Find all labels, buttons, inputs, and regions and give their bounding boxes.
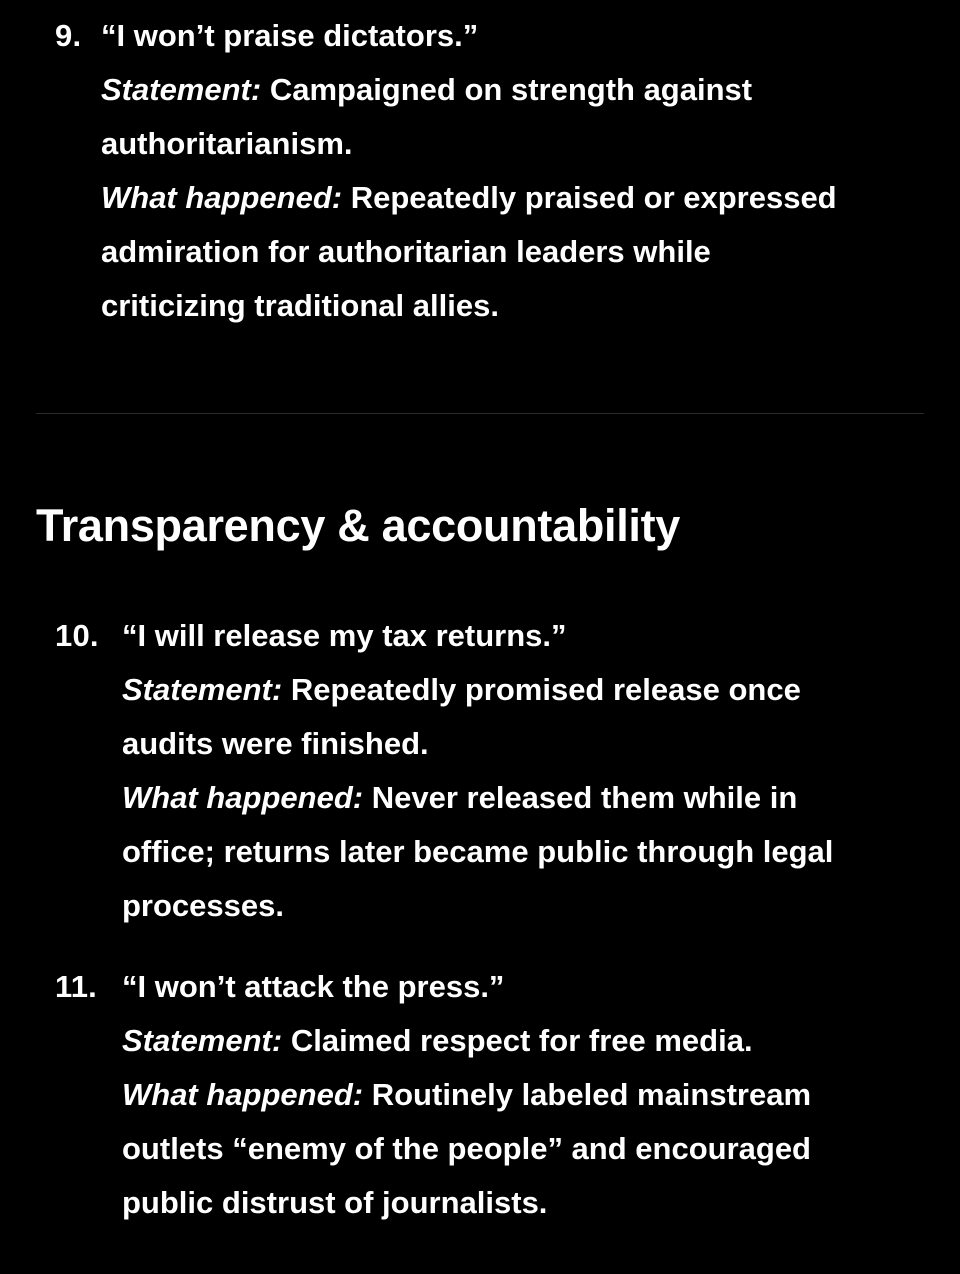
happened-line (122, 771, 833, 825)
statement-line (101, 63, 837, 117)
happened-label: What happened: (101, 180, 343, 215)
happened-text: Never released them while in (371, 780, 798, 815)
item-number: 10. (55, 618, 99, 653)
item-body (122, 609, 833, 933)
item-quote: “I won’t attack the press.” (122, 969, 505, 1004)
happened-line (122, 1068, 811, 1122)
statement-label: Statement: (122, 672, 283, 707)
item-body (101, 9, 837, 333)
item-quote: “I won’t praise dictators.” (101, 18, 479, 53)
statement-text-cont: authoritarianism. (101, 126, 353, 161)
happened-text-cont: admiration for authoritarian leaders while (101, 234, 711, 269)
statement-text: Claimed respect for free media. (290, 1023, 753, 1058)
statement-text: Repeatedly promised release once (290, 672, 801, 707)
statement-text-cont: audits were finished. (122, 726, 429, 761)
item-body (122, 960, 811, 1230)
item-number: 11. (55, 969, 97, 1004)
item-number: 9. (55, 18, 82, 53)
statement-line (122, 663, 833, 717)
happened-label: What happened: (122, 780, 364, 815)
section-heading: Transparency & accountability (36, 500, 681, 551)
statement-label: Statement: (101, 72, 262, 107)
happened-text: Repeatedly praised or expressed (350, 180, 837, 215)
item-quote: “I will release my tax returns.” (122, 618, 567, 653)
happened-line (101, 171, 837, 225)
statement-line (122, 1014, 811, 1068)
happened-text-cont: criticizing traditional allies. (101, 288, 499, 323)
happened-text-cont: office; returns later became public through legal (122, 834, 834, 869)
statement-text: Campaigned on strength against (269, 72, 753, 107)
statement-label: Statement: (122, 1023, 283, 1058)
happened-text-cont: processes. (122, 888, 284, 923)
section-divider (36, 413, 924, 414)
happened-text: Routinely labeled mainstream (371, 1077, 812, 1112)
happened-text-cont: outlets “enemy of the people” and encouraged (122, 1131, 811, 1166)
happened-label: What happened: (122, 1077, 364, 1112)
happened-text-cont: public distrust of journalists. (122, 1185, 548, 1220)
